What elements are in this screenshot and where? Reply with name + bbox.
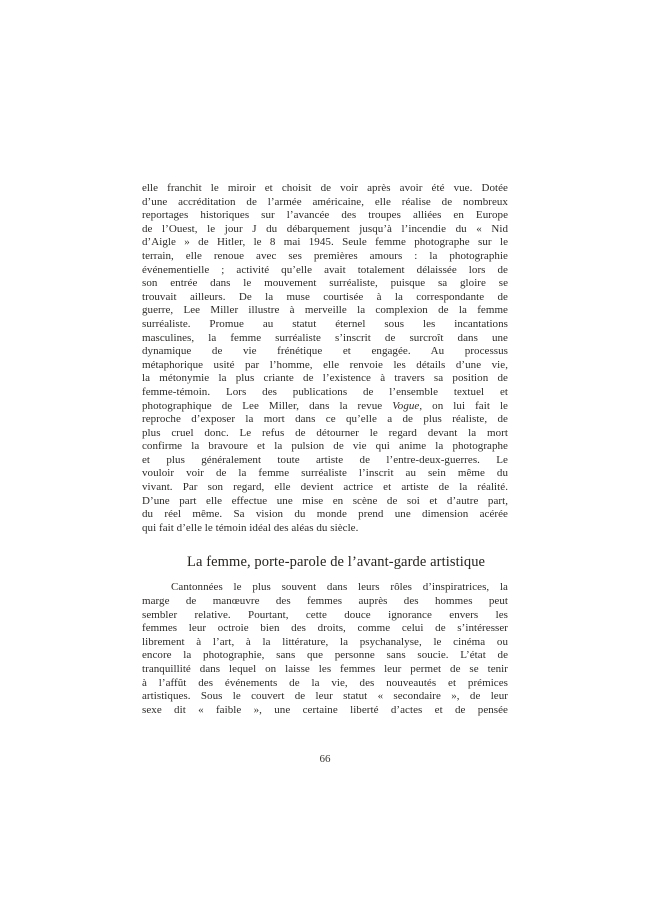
text-line: son entrée dans le mouvement surréaliste, puisque sa gloire se bbox=[142, 277, 508, 290]
text-line: tranquillité dans lequel on laisse les femmes leur permet de se tenir bbox=[142, 663, 508, 675]
text-line: Cantonnées le plus souvent dans leurs rôles d’inspiratrices, la bbox=[171, 581, 508, 594]
text-line bbox=[142, 400, 508, 414]
section-heading: La femme, porte-parole de l’avant-garde artistique bbox=[187, 554, 486, 571]
text-line: guerre, Lee Miller illustre à merveille la complexion de la femme bbox=[142, 304, 508, 317]
text-line: d’Aigle » de Hitler, le 8 mai 1945. Seule femme photographe sur le bbox=[142, 236, 508, 249]
text-line: surréaliste. Promue au statut éternel sous les incantations bbox=[142, 317, 508, 330]
text-line: du réel même. Sa vision du monde prend une dimension acérée bbox=[142, 508, 508, 521]
text-line: sexe dit « faible », une certaine liberté d’actes et de pensée bbox=[142, 703, 508, 716]
text-line: trouvait ailleurs. De la muse courtisée à la correspondante de bbox=[142, 290, 508, 303]
paragraph-after-heading bbox=[142, 581, 508, 717]
text-line: et plus généralement toute artiste de l’entre-deux-guerres. Le bbox=[142, 453, 508, 466]
text-line: D’une part elle effectue une mise en scène de soi et d’autre part, bbox=[142, 494, 508, 507]
text-line: de l’Ouest, le jour J du débarquement jusqu’à l’incendie du « Nid bbox=[142, 222, 508, 235]
text-line: marge de manœuvre des femmes auprès des hommes peut bbox=[142, 595, 508, 608]
text-span: photographique de Lee Miller, dans la revue bbox=[142, 399, 393, 412]
paragraph-before-heading bbox=[142, 182, 508, 535]
text-line: à l’affût des événements de la vie, des nouveautés et prémices bbox=[142, 676, 508, 689]
text-line: sembler relative. Pourtant, cette douce ignorance envers les bbox=[142, 608, 508, 621]
text-line: confirme la bravoure et la pulsion de vie qui anime la photographe bbox=[142, 440, 508, 453]
text-line: vivant. Par son regard, elle devient actrice et artiste de la réalité. bbox=[142, 481, 508, 494]
text-line: d’une accréditation de l’armée américaine, elle réalise de nombreux bbox=[142, 195, 508, 208]
text-line: événementielle ; activité qu’elle avait totalement délaissée lors de bbox=[142, 263, 508, 276]
italic-text: Vogue bbox=[392, 399, 420, 412]
text-span: , on lui fait le bbox=[419, 399, 508, 412]
text-line: elle franchit le miroir et choisit de voir après avoir été vue. Dotée bbox=[142, 182, 508, 194]
text-line: reportages historiques sur l’avancée des troupes alliées en Europe bbox=[142, 209, 508, 222]
text-line: artistiques. Sous le couvert de leur statut « secondaire », de leur bbox=[142, 690, 508, 703]
text-line: masculines, la femme surréaliste s’inscrit de surcroît dans une bbox=[142, 331, 508, 344]
text-line: qui fait d’elle le témoin idéal des aléas du siècle. bbox=[142, 521, 359, 534]
text-line: plus cruel donc. Le refus de détourner le regard devant la mort bbox=[142, 426, 508, 439]
text-line: dynamique de vie frénétique et engagée. Au processus bbox=[142, 345, 508, 358]
text-line: encore la photographie, sans que personne sans soucie. L’état de bbox=[142, 649, 508, 662]
text-line: métaphorique usité par l’homme, elle renvoie les détails d’une vie, bbox=[142, 358, 508, 371]
text-line: femmes leur octroie bien des droits, comme celui de s’intéresser bbox=[142, 622, 508, 635]
page-number: 66 bbox=[319, 753, 331, 765]
text-line: femme-témoin. Lors des publications de l’ensemble textuel et bbox=[142, 385, 508, 398]
text-line: la métonymie la plus criante de l’existence à travers sa position de bbox=[142, 372, 508, 385]
text-line: terrain, elle renoue avec ses premières amours : la photographie bbox=[142, 249, 508, 262]
text-line: librement à l’art, à la littérature, la psychanalyse, le cinéma ou bbox=[142, 635, 508, 648]
text-line: reproche d’exposer la mort dans ce qu’elle a de plus réaliste, de bbox=[142, 413, 508, 426]
text-block bbox=[142, 182, 508, 717]
text-line: vouloir voir de la femme surréaliste l’inscrit au sein même du bbox=[142, 467, 508, 480]
